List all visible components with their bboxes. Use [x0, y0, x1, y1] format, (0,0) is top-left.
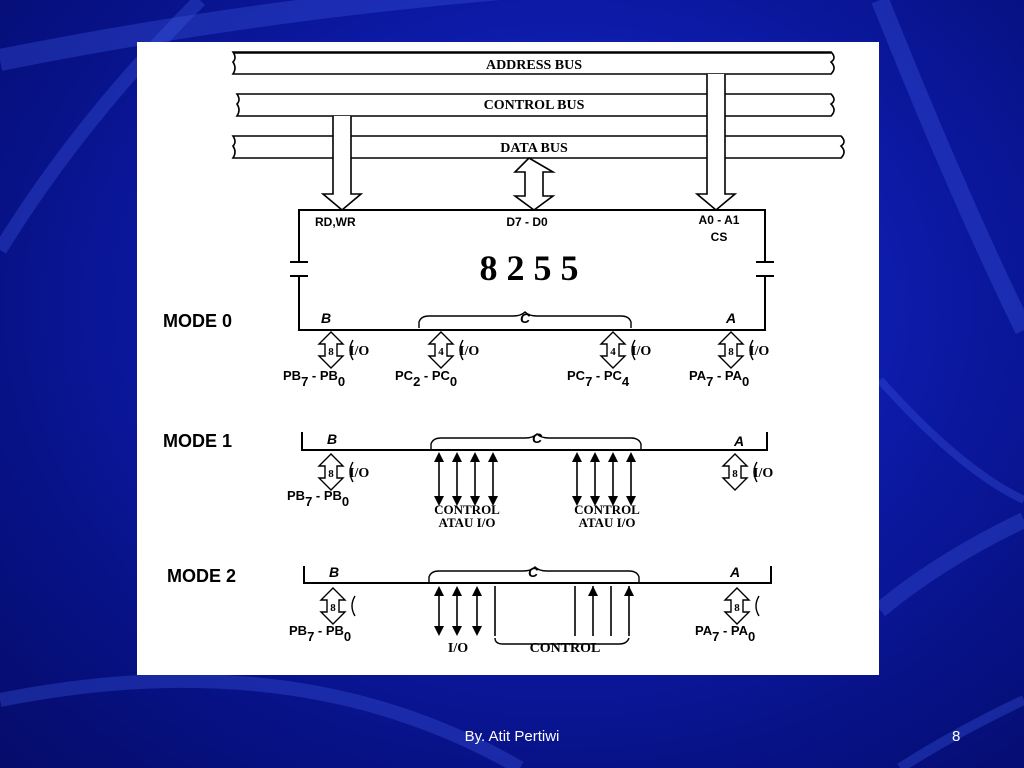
pin-cs: CS [710, 230, 728, 244]
mode1-ctrl2-line1: CONTROL [574, 502, 640, 517]
mode1-b-arrow [319, 454, 353, 490]
pin-rdwr: RD,WR [315, 215, 356, 229]
mode1-ctrl1-line1: CONTROL [434, 502, 500, 517]
mode1-port-b: B [327, 431, 338, 447]
data-bidirectional-arrow [515, 158, 553, 210]
mode1-control-arrows-lower [434, 452, 498, 506]
mode2-port-b: B [329, 564, 340, 580]
data-bus-label: DATA BUS [500, 141, 568, 156]
mode0-a-io: I/O [749, 344, 770, 359]
mode2-b-width: 8 [330, 602, 336, 614]
pin-address: A0 - A1 [698, 213, 740, 227]
mode1-port-a: A [733, 433, 745, 449]
mode2-b-arrow [321, 588, 355, 624]
mode0-port-b: B [321, 310, 332, 326]
control-bus-label: CONTROL BUS [483, 98, 585, 113]
mode1-label: MODE 1 [163, 431, 233, 451]
mode0-a-width: 8 [728, 346, 734, 358]
mode1-a-width: 8 [732, 468, 738, 480]
mode1-ctrl1-line2: ATAU I/O [438, 515, 496, 530]
footer-author: By. Atit Pertiwi [464, 728, 560, 745]
ppi-8255-diagram [137, 42, 879, 675]
mode2-pa-range: PA7 - PA0 [695, 623, 756, 644]
mode0-pa-range: PA7 - PA0 [689, 368, 750, 389]
mode2-label: MODE 2 [167, 566, 237, 586]
mode1-port-c: C [531, 430, 543, 446]
mode0-c-upper-io: I/O [631, 344, 652, 359]
mode0-c-lower-arrow [429, 332, 463, 368]
mode1-pb-range: PB7 - PB0 [287, 488, 350, 509]
mode1-b-width: 8 [328, 468, 334, 480]
mode0-port-c: C [519, 310, 531, 326]
mode2-pb-range: PB7 - PB0 [289, 623, 352, 644]
pin-data: D7 - D0 [506, 215, 548, 229]
mode1-a-arrow [723, 454, 757, 490]
mode1-a-io: I/O [753, 466, 774, 481]
mode0-pb-range: PB7 - PB0 [283, 368, 346, 389]
mode1-ctrl2-line2: ATAU I/O [578, 515, 636, 530]
mode2-port-a: A [729, 564, 741, 580]
mode1-b-io: I/O [349, 466, 370, 481]
chip-name: 8 2 5 5 [479, 248, 579, 288]
mode0-b-width: 8 [328, 346, 334, 358]
mode2-port-c: C [527, 564, 539, 580]
mode1-control-arrows-upper [572, 452, 636, 506]
mode0-pc-lower-range: PC2 - PC0 [395, 368, 458, 389]
mode0-c-upper-width: 4 [610, 346, 616, 358]
mode0-c-lower-io: I/O [459, 344, 480, 359]
mode2-io-arrows [434, 586, 482, 636]
mode0-label: MODE 0 [163, 311, 233, 331]
mode0-b-io: I/O [349, 344, 370, 359]
mode2-a-arrow [725, 588, 759, 624]
control-tap-arrow [323, 116, 361, 210]
mode0-b-arrow [319, 332, 353, 368]
mode0-c-lower-width: 4 [438, 346, 444, 358]
mode2-io-label: I/O [447, 641, 469, 656]
diagram-panel [137, 42, 879, 675]
mode0-a-arrow [719, 332, 753, 368]
slide-number: 8 [952, 728, 961, 745]
mode0-port-a: A [725, 310, 737, 326]
mode2-control-label: CONTROL [529, 641, 601, 656]
mode2-control-lines [495, 586, 634, 636]
mode0-pc-upper-range: PC7 - PC4 [567, 368, 630, 389]
address-bus-label: ADDRESS BUS [485, 58, 583, 73]
mode2-a-width: 8 [734, 602, 740, 614]
mode0-c-upper-arrow [601, 332, 635, 368]
